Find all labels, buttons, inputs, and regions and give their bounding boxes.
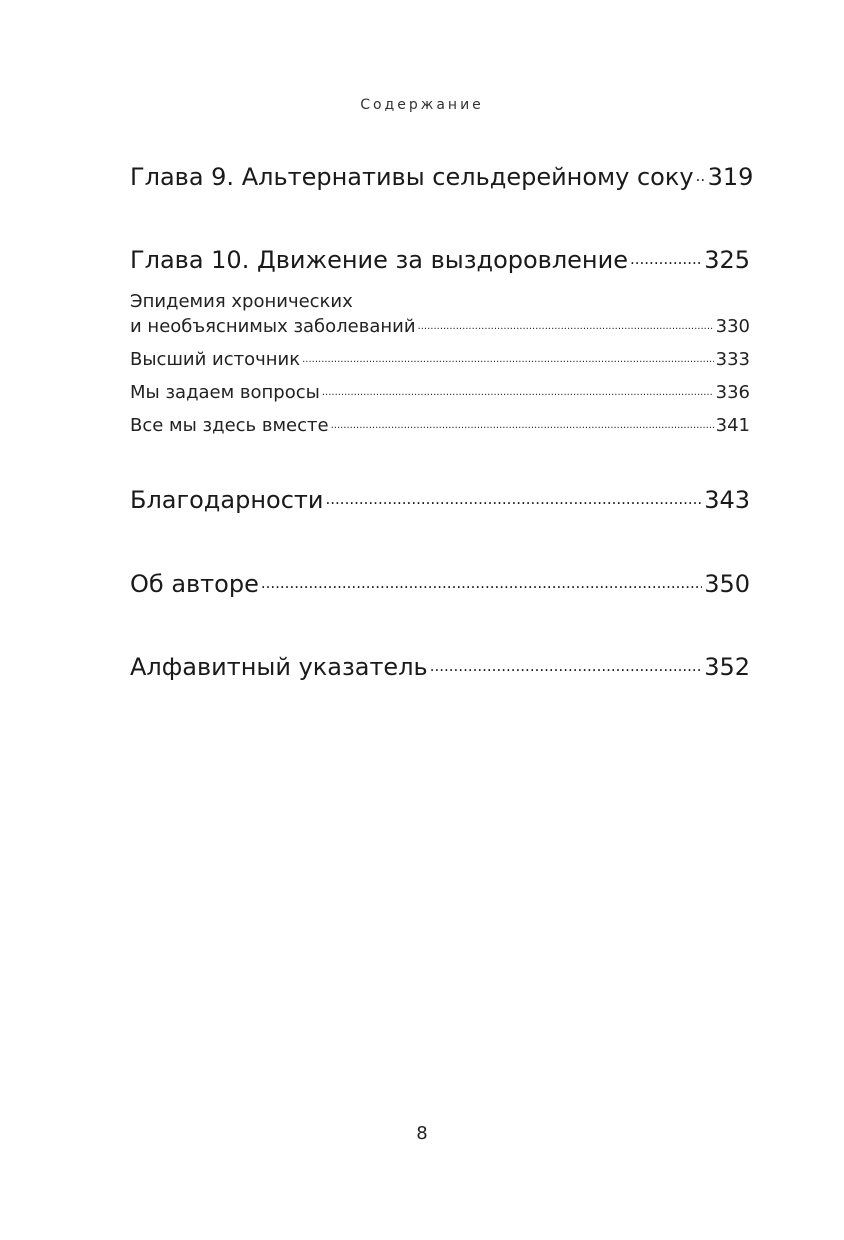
toc-subentry-questions[interactable] (130, 382, 750, 403)
dot-leader (696, 170, 706, 185)
dot-leader (331, 421, 714, 431)
toc-entry-page: 319 (707, 163, 754, 191)
toc-entry-title: Высший источник (130, 349, 301, 370)
toc-entry-title: Все мы здесь вместе (130, 415, 329, 436)
dot-leader (418, 322, 714, 332)
toc-subentry-title-line1: Эпидемия хронических (130, 291, 353, 312)
toc-entry-page: 343 (704, 486, 750, 514)
toc-entry-page: 333 (715, 349, 750, 370)
dot-leader (261, 577, 702, 592)
toc-entry-acknowledgements[interactable] (130, 486, 750, 514)
toc-entry-title: Об авторе (130, 570, 259, 598)
toc-entry-title: Алфавитный указатель (130, 653, 428, 681)
dot-leader (302, 355, 714, 365)
toc-entry-title: Мы задаем вопросы (130, 382, 320, 403)
toc-entry-chapter-9[interactable] (130, 163, 754, 191)
toc-entry-index[interactable] (130, 653, 750, 681)
dot-leader (430, 660, 703, 675)
toc-entry-page: 325 (704, 246, 750, 274)
dot-leader (326, 493, 703, 508)
page-number: 8 (416, 1123, 428, 1144)
toc-entry-title: Благодарности (130, 486, 324, 514)
toc-entry-page: 341 (715, 415, 750, 436)
toc-subentry-all-together[interactable] (130, 415, 750, 436)
toc-entry-title: Глава 9. Альтернативы сельдерейному соку (130, 163, 694, 191)
toc-subentry-higher-source[interactable] (130, 349, 750, 370)
toc-entry-page: 330 (715, 316, 750, 337)
running-head: Содержание (360, 97, 484, 113)
toc-entry-about-author[interactable] (130, 570, 750, 598)
toc-entry-page: 350 (704, 570, 750, 598)
toc-entry-page: 352 (704, 653, 750, 681)
toc-entry-page: 336 (715, 382, 750, 403)
dot-leader (322, 388, 714, 398)
toc-entry-title: и необъяснимых заболеваний (130, 316, 416, 337)
toc-entry-title: Глава 10. Движение за выздоровление (130, 246, 628, 274)
toc-subentry-epidemic[interactable] (130, 316, 750, 337)
dot-leader (630, 253, 702, 268)
toc-entry-chapter-10[interactable] (130, 246, 750, 274)
